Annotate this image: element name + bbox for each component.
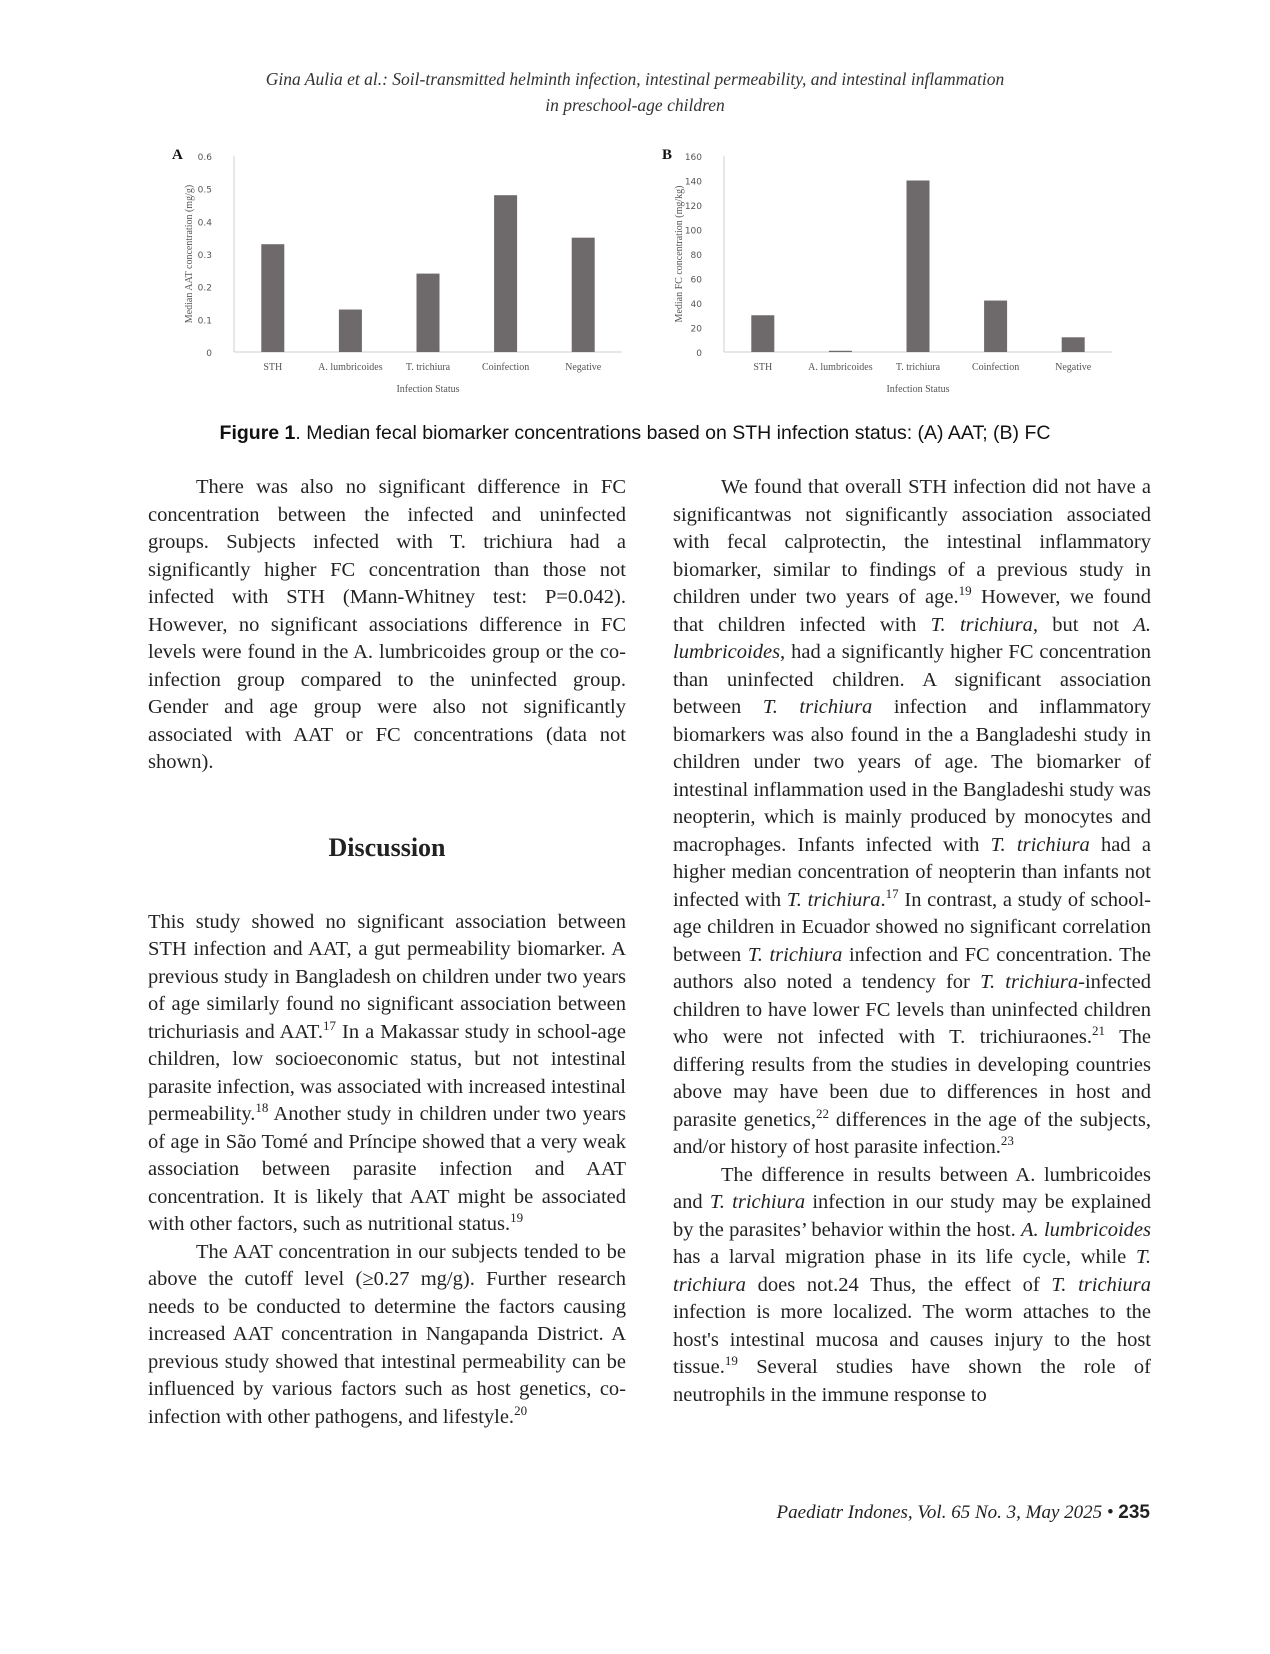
species-name: T. trichiura- [980, 971, 1085, 993]
chart-b-x-tick-label: Coinfection [971, 362, 1020, 373]
chart-a-bar [339, 310, 362, 352]
chart-a-x-axis-label: Infection Status [396, 384, 460, 395]
chart-a-y-tick-label: 0 [206, 349, 212, 359]
section-heading-discussion: Discussion [328, 832, 446, 862]
citation: 19 [510, 1210, 524, 1226]
text-run: In contrast, a study of school-age children in Ecuador showed no significant correlation between [673, 888, 1152, 966]
text-run: has a larval migration phase in its life cycle, while [673, 1246, 1136, 1268]
citation: 20 [514, 1402, 528, 1418]
text-run: had a higher median concentration of neopterin than infants not infected with [673, 833, 1152, 911]
right-column [673, 474, 1151, 1409]
chart-a-bar [417, 274, 440, 352]
chart-b-bar [1062, 337, 1085, 352]
figure-caption [120, 422, 1150, 445]
species-name: T. trichiura [786, 888, 881, 911]
chart-a-x-tick-label: STH [263, 362, 283, 373]
chart-b-y-tick-label: 0 [696, 349, 702, 359]
chart-b-svg [660, 148, 1120, 420]
species-name: T. trichiura [1051, 1273, 1151, 1296]
chart-a-y-tick-label: 0.1 [197, 316, 212, 327]
chart-b-x-tick-label: STH [753, 362, 773, 373]
species-name: T. trichiura [747, 943, 843, 966]
text-run: In a Makassar study in school-age children, low socioeconomic status, but not intestinal parasite infection, was associated with increased intestinal permeability. [148, 1020, 626, 1125]
chart-b-x-tick-label: T. trichiura [895, 362, 941, 373]
chart-b-x-axis-label: Infection Status [886, 384, 950, 395]
species-name: T. trichiura [762, 696, 873, 718]
paragraph [148, 909, 626, 1239]
chart-a-bar [572, 238, 595, 352]
page-footer [650, 1502, 1150, 1524]
chart-b-bar [829, 351, 852, 352]
species-name: T. trichiura, [930, 613, 1038, 636]
chart-a-x-tick-label: Coinfection [481, 362, 530, 373]
chart-b-y-tick-label: 60 [690, 275, 702, 286]
text-run: Several studies have shown the role of neutrophils in the immune response to [673, 1356, 1151, 1406]
chart-b-y-tick-label: 40 [690, 300, 702, 310]
left-column [148, 474, 626, 1431]
chart-panel-b [660, 148, 1120, 420]
paragraph [673, 1162, 1151, 1410]
citation: 19 [958, 583, 972, 599]
text-run: but not [1037, 613, 1134, 636]
species-name: T. trichiura [673, 1246, 1151, 1296]
chart-a-y-axis-label: Median AAT concentration (mg/g) [184, 184, 195, 324]
chart-a-y-tick-label: 0.2 [197, 283, 212, 294]
chart-b-y-tick-label: 160 [684, 153, 702, 163]
chart-a-panel-label: A [172, 148, 183, 163]
chart-b-y-tick-label: 20 [690, 324, 702, 335]
text-run: However, we found that children infected with [673, 586, 1151, 636]
text-run: . [880, 888, 886, 911]
header-line-1: Gina Aulia et al.: Soil-transmitted helminth infection, intestinal permeability, and intestinal inflammation [265, 69, 1005, 89]
chart-a-x-tick-label: A. lumbricoides [318, 362, 383, 373]
chart-b-x-tick-label: A. lumbricoides [808, 362, 873, 373]
chart-a-bar [261, 244, 284, 352]
text-run: , had a significantly higher FC concentration than uninfected children. A significant association between [673, 641, 1151, 718]
citation: 17 [323, 1017, 337, 1033]
paragraph [148, 1239, 626, 1432]
text-run: The AAT concentration in our subjects tended to be above the cutoff level (≥0.27 mg/g). Further research needs to be conducted to determine the factors causing increased AAT concentration in Nangapanda District. A previous study showed that intestinal permeability can be influenced by various factors such as host genetics, co-infection with other pathogens, and lifestyle. [148, 1240, 626, 1428]
text-run: differences in the age of the subjects, and/or history of host parasite infection. [673, 1108, 1151, 1158]
header-line-2: in preschool-age children [545, 95, 725, 115]
text-run: infection and FC concentration. The authors also noted a tendency for [673, 943, 1151, 993]
chart-b-x-tick-label: Negative [1055, 362, 1092, 373]
citation: 22 [815, 1105, 829, 1121]
running-header [150, 66, 1120, 118]
species-name: A. lumbricoides [673, 613, 1151, 663]
text-run: infection is more localized. The worm attaches to the host's intestinal mucosa and causes injury to the host tissue. [673, 1301, 1151, 1378]
paragraph: There was also no significant difference in FC concentration between the infected and uninfected groups. Subjects infected with T. trichiura had a significantly higher FC concentration than those not infected with STH (Mann-Whitney test: P=0.042). However, no significant associations difference in FC levels were found in the A. lumbricoides group or the co-infection group compared to the uninfected group. Gender and age group were also not significantly associated with AAT or FC concentrations (data not shown). [148, 476, 626, 773]
chart-b-y-tick-label: 80 [690, 251, 702, 261]
chart-a-x-tick-label: T. trichiura [405, 362, 451, 373]
figure-caption-label: Figure 1 [219, 422, 296, 444]
paragraph [673, 474, 1151, 1162]
chart-b-y-axis-label: Median FC concentration (mg/kg) [674, 185, 685, 323]
chart-a-y-tick-label: 0.6 [197, 153, 212, 163]
chart-a-y-tick-label: 0.3 [197, 251, 212, 261]
citation: 18 [255, 1100, 269, 1116]
text-run: The differing results from the studies in developing countries above may have been due to differences in host and parasite genetics, [673, 1026, 1151, 1131]
species-name: T. trichiura [990, 833, 1090, 856]
chart-a-x-tick-label: Negative [565, 362, 602, 373]
chart-b-y-tick-label: 120 [684, 202, 702, 212]
chart-b-y-tick-label: 100 [684, 226, 702, 237]
citation: 23 [1000, 1133, 1014, 1149]
chart-panel-a [170, 148, 630, 420]
text-run: We found that overall STH infection did not have a significantwas not significantly association associated with fecal calprotectin, the intestinal inflammatory biomarker, similar to findings of a previous study in children under two years of age. [673, 476, 1151, 608]
chart-b-bar [907, 181, 930, 353]
text-run: infection and inflammatory biomarkers was also found in the a Bangladeshi study in children under two years of age. The biomarker of intestinal inflammation used in the Bangladeshi study was neopterin, which is mainly produced by monocytes and macrophages. Infants infected with [673, 696, 1152, 856]
text-run: infection in our study may be explained by the parasites’ behavior within the host. [673, 1191, 1151, 1241]
chart-b-bar [751, 315, 774, 352]
journal-citation: Paediatr Indones, Vol. 65 No. 3, May 2025 • [776, 1502, 1119, 1523]
figure-caption-text: . Median fecal biomarker concentrations based on STH infection status: (A) AAT; (B) FC [295, 422, 1051, 444]
citation: 19 [724, 1353, 738, 1369]
species-name: A. lumbricoides [1021, 1218, 1151, 1241]
text-run: infected children to have lower FC levels than uninfected children who were not infected with T. trichiuraones. [673, 971, 1151, 1048]
species-name: T. trichiura [709, 1191, 806, 1213]
citation: 17 [885, 885, 899, 901]
text-run: Another study in children under two years of age in São Tomé and Príncipe showed that a very weak association between parasite infection and AAT concentration. It is likely that AAT might be associated with other factors, such as nutritional status. [148, 1103, 626, 1235]
text-run: This study showed no significant association between STH infection and AAT, a gut permeability biomarker. A previous study in Bangladesh on children under two years of age similarly found no significant association between trichuriasis and AAT. [148, 910, 626, 1043]
chart-b-y-tick-label: 140 [684, 177, 702, 188]
chart-b-bar [984, 301, 1007, 352]
chart-b-panel-label: B [662, 148, 673, 163]
chart-a-y-tick-label: 0.5 [197, 185, 212, 196]
chart-a-y-tick-label: 0.4 [197, 218, 212, 229]
citation: 21 [1091, 1023, 1105, 1039]
text-run: The difference in results between A. lumbricoides and [673, 1163, 1151, 1213]
page-number: 235 [1118, 1502, 1150, 1523]
text-run: does not.24 Thus, the effect of [745, 1273, 1052, 1296]
chart-a-bar [494, 195, 517, 352]
chart-a-svg [170, 148, 630, 420]
